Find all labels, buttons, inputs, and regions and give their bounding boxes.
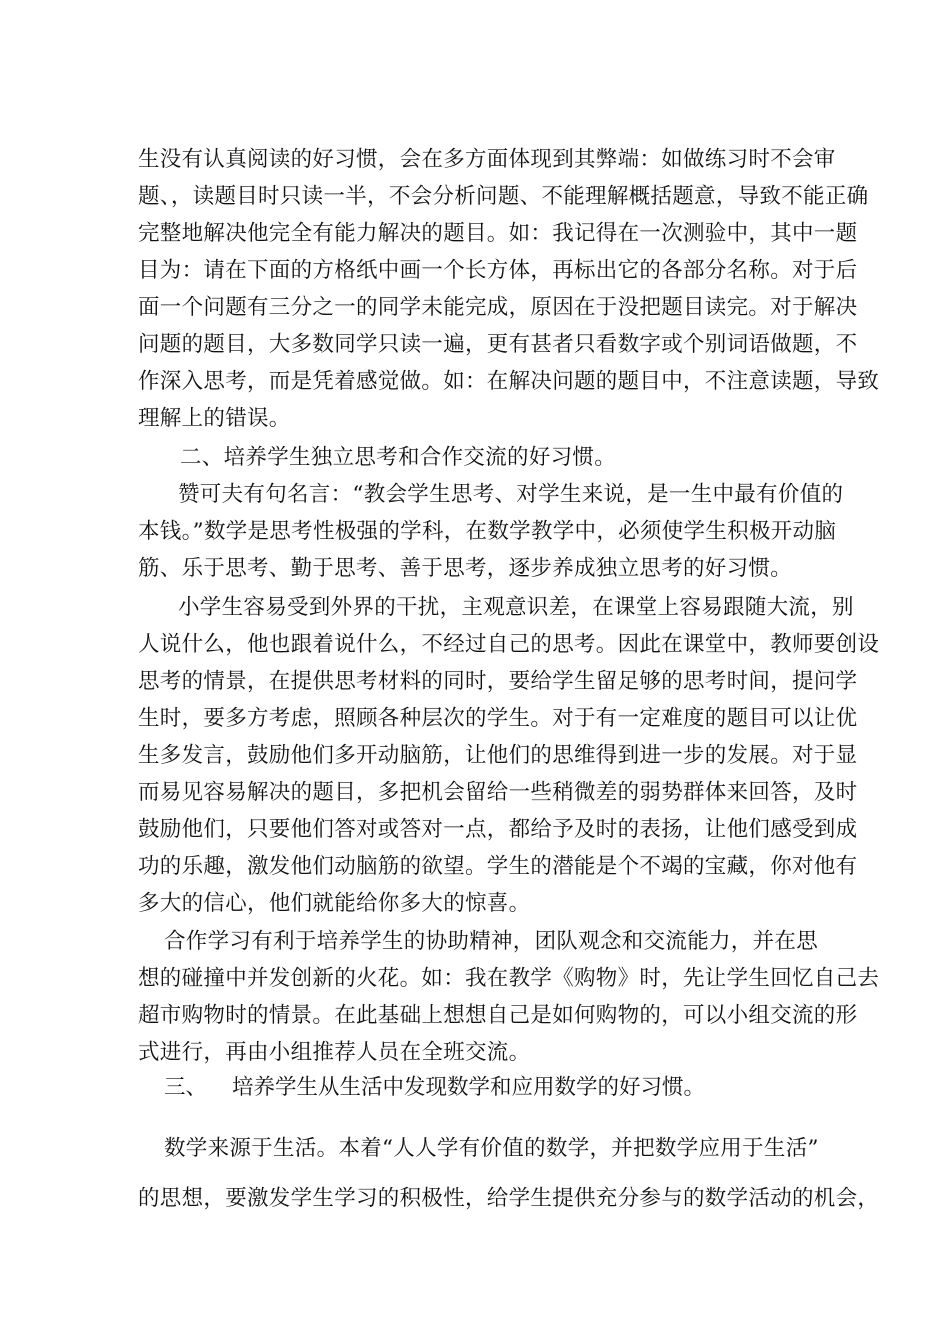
paragraph-line: 生时，要多方考虑，照顾各种层次的学生。对于有一定难度的题目可以让优 [138,706,858,731]
paragraph-line: 想的碰撞中并发创新的火花。如：我在教学《购物》时，先让学生回忆自己去 [138,966,880,991]
paragraph-line: 鼓励他们，只要他们答对或答对一点，都给予及时的表扬，让他们感受到成 [138,817,858,842]
paragraph-line: 生没有认真阅读的好习惯，会在多方面体现到其弊端：如做练习时不会审 [138,147,836,172]
paragraph-line: 超市购物时的情景。在此基础上想想自己是如何购物的，可以小组交流的形 [138,1003,858,1028]
section-heading-3-number: 三、 [164,1075,208,1100]
paragraph-line: 理解上的错误。 [138,406,291,431]
paragraph-line: 多大的信心，他们就能给你多大的惊喜。 [138,891,531,916]
paragraph-line: 数学来源于生活。本着“人人学有价值的数学，并把数学应用于生活” [164,1136,819,1161]
paragraph-line: 而易见容易解决的题目，多把机会留给一些稍微差的弱势群体来回答，及时 [138,780,858,805]
paragraph-line: 面一个问题有三分之一的同学未能完成，原因在于没把题目读完。对于解决 [138,295,858,320]
section-heading-2: 二、培养学生独立思考和合作交流的好习惯。 [180,445,617,470]
paragraph-line: 人说什么，他也跟着说什么，不经过自己的思考。因此在课堂中，教师要创设 [138,632,880,657]
paragraph-line: 完整地解决他完全有能力解决的题目。如：我记得在一次测验中，其中一题 [138,221,858,246]
paragraph-line: 生多发言，鼓励他们多开动脑筋，让他们的思维得到进一步的发展。对于显 [138,743,858,768]
paragraph-line: 小学生容易受到外界的干扰，主观意识差，在课堂上容易跟随大流，别 [178,595,854,620]
paragraph-line: 的思想，要激发学生学习的积极性，给学生提供充分参与的数学活动的机会， [138,1186,880,1211]
paragraph-line: 作深入思考，而是凭着感觉做。如：在解决问题的题目中，不注意读题，导致 [138,369,880,394]
paragraph-line: 本钱。”数学是思考性极强的学科，在数学教学中，必须使学生积极开动脑 [138,519,837,544]
paragraph-line: 功的乐趣，激发他们动脑筋的欲望。学生的潜能是个不竭的宝藏，你对他有 [138,854,858,879]
paragraph-line: 问题的题目，大多数同学只读一遍，更有甚者只看数字或个别词语做题，不 [138,332,858,357]
paragraph-line: 筋、乐于思考、勤于思考、善于思考，逐步养成独立思考的好习惯。 [138,556,793,581]
paragraph-line: 思考的情景，在提供思考材料的同时，要给学生留足够的思考时间，提问学 [138,669,858,694]
paragraph-line: 合作学习有利于培养学生的协助精神，团队观念和交流能力，并在思 [164,929,819,954]
paragraph-line: 赞可夫有句名言：“教会学生思考、对学生来说，是一生中最有价值的 [178,482,844,507]
paragraph-line: 式进行，再由小组推荐人员在全班交流。 [138,1040,531,1065]
section-heading-3-text: 培养学生从生活中发现数学和应用数学的好习惯。 [232,1075,706,1100]
paragraph-line: 题、，读题目时只读一半，不会分析问题、不能理解概括题意，导致不能正确 [138,184,869,209]
paragraph-line: 目为：请在下面的方格纸中画一个长方体，再标出它的各部分名称。对于后 [138,258,858,283]
